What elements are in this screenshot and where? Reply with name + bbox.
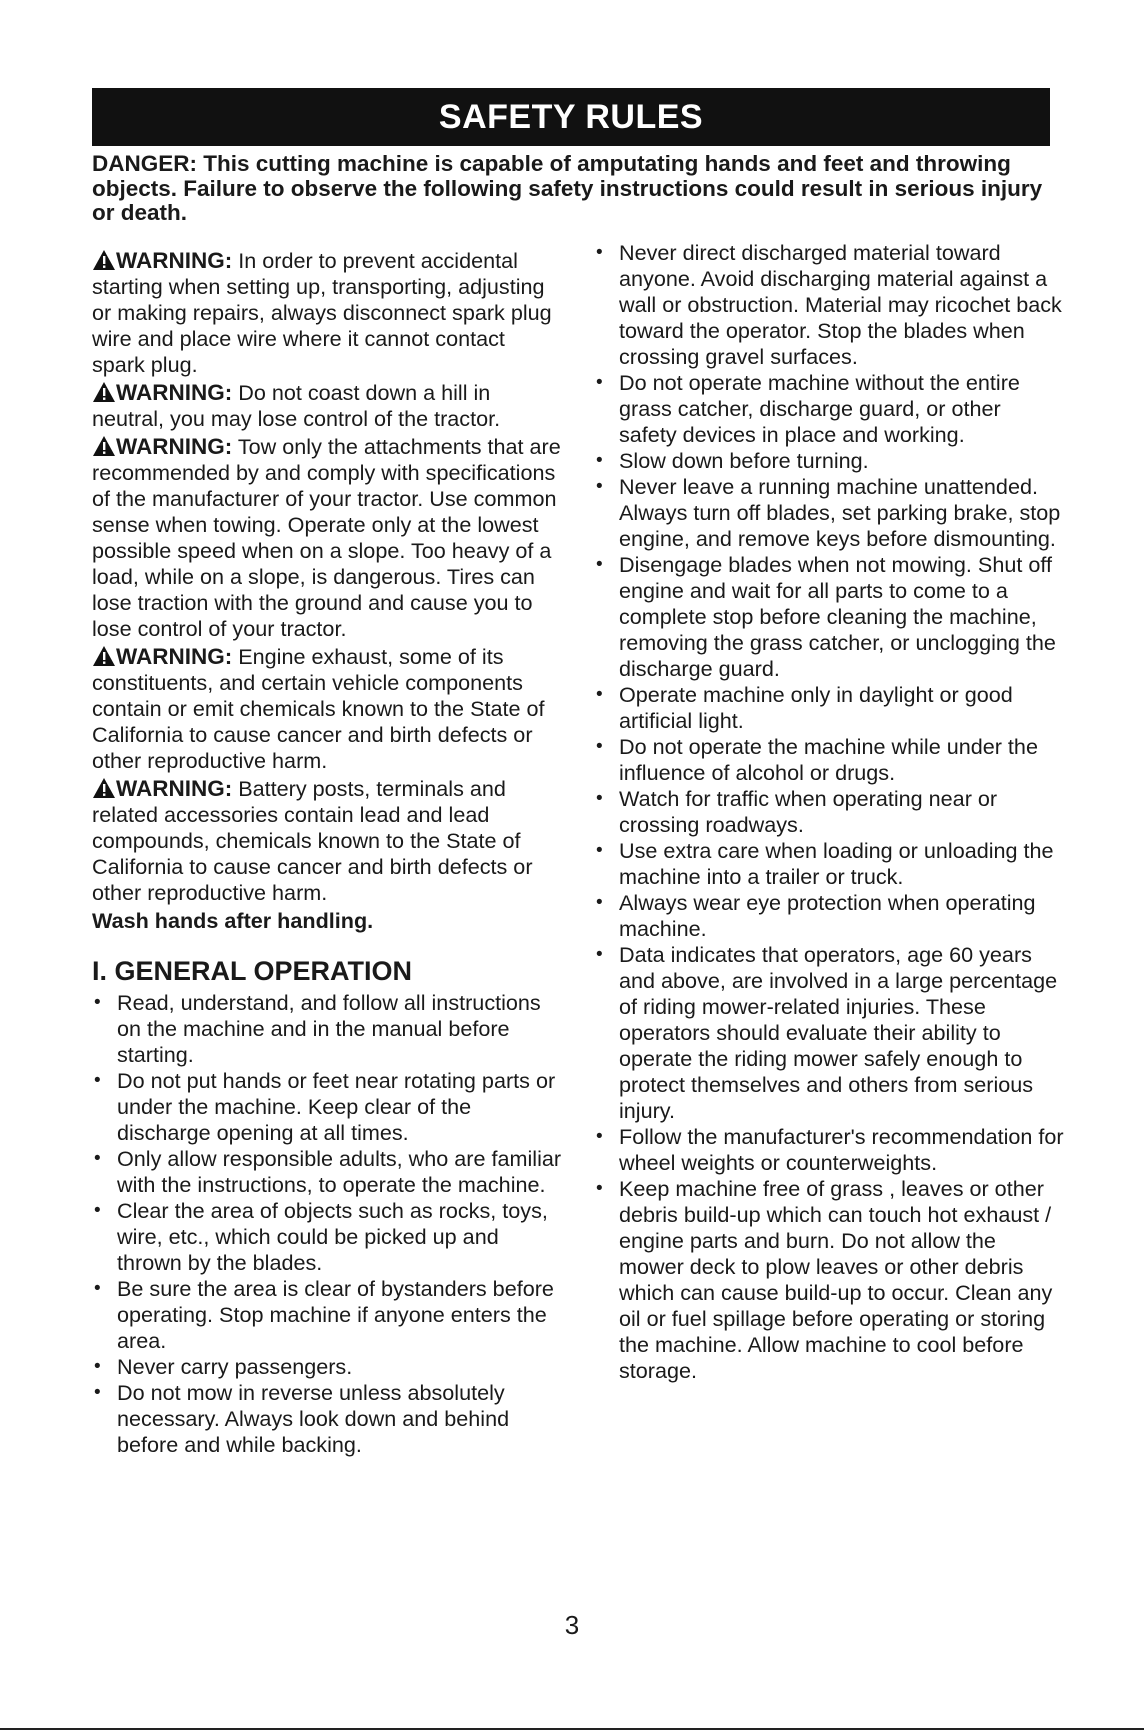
list-item <box>594 890 1064 942</box>
warning-3 <box>92 434 562 642</box>
bullet-icon: • <box>94 1070 101 1091</box>
list-item-text: Never leave a running machine unattended. Always turn off blades, set parking brake, stop engine, and remove keys before dismounting. <box>619 474 1061 551</box>
wash-hands-note: Wash hands after handling. <box>92 908 374 933</box>
list-item-text: Clear the area of objects such as rocks, toys, wire, etc., which could be picked up and thrown by the blades. <box>117 1198 548 1275</box>
page-number: 3 <box>564 1610 580 1640</box>
warning-triangle-icon <box>92 645 116 667</box>
list-item-text: Slow down before turning. <box>619 448 869 473</box>
bullet-icon: • <box>596 840 603 861</box>
warning-5 <box>92 776 562 906</box>
list-item-text: Do not mow in reverse unless absolutely necessary. Always look down and behind before and while backing. <box>117 1380 510 1457</box>
bullet-icon: • <box>94 992 101 1013</box>
list-item <box>594 682 1064 734</box>
list-item <box>594 786 1064 838</box>
warning-1 <box>92 248 562 378</box>
list-item-text: Always wear eye protection when operating machine. <box>619 890 1036 941</box>
left-bullet-list <box>92 990 562 1458</box>
list-item <box>594 474 1064 552</box>
list-item-text: Follow the manufacturer's recommendation for wheel weights or counterweights. <box>619 1124 1064 1175</box>
safety-rules-banner <box>92 88 1050 146</box>
bullet-icon: • <box>94 1382 101 1403</box>
list-item-text: Read, understand, and follow all instructions on the machine and in the manual before starting. <box>117 990 541 1067</box>
bullet-icon: • <box>596 1126 603 1147</box>
warning-label: WARNING: <box>116 380 233 405</box>
list-item <box>594 448 1064 474</box>
list-item <box>92 1276 562 1354</box>
bullet-icon: • <box>94 1148 101 1169</box>
bullet-icon: • <box>596 1178 603 1199</box>
list-item-text: Watch for traffic when operating near or crossing roadways. <box>619 786 998 837</box>
bullet-icon: • <box>596 372 603 393</box>
right-bullet-list <box>594 240 1064 1384</box>
list-item-text: Keep machine free of grass , leaves or other debris build-up which can touch hot exhaust / engine parts and burn. Do not allow the mower deck to plow leaves or other debris which can cause build-up to occur. Clean any oil or fuel spillage before operating or storing the machine. Allow machine to cool before storage. <box>619 1176 1053 1383</box>
list-item <box>92 1146 562 1198</box>
section-heading: I. GENERAL OPERATION <box>92 956 413 986</box>
warning-text: Engine exhaust, some of its constituents, and certain vehicle components contain or emit chemicals known to the State of California to cause cancer and birth defects or other reproductive harm. <box>92 644 545 773</box>
warning-text: In order to prevent accidental starting when setting up, transporting, adjusting or making repairs, always disconnect spark plug wire and place wire where it cannot contact spark plug. <box>92 248 552 377</box>
list-item <box>594 942 1064 1124</box>
banner-title: SAFETY RULES <box>438 98 704 136</box>
warning-text: Do not coast down a hill in neutral, you may lose control of the tractor. <box>92 380 501 431</box>
warning-triangle-icon <box>92 777 116 799</box>
list-item <box>92 1380 562 1458</box>
warning-label: WARNING: <box>116 248 233 273</box>
list-item <box>594 552 1064 682</box>
list-item <box>594 240 1064 370</box>
list-item <box>594 370 1064 448</box>
bullet-icon: • <box>596 242 603 263</box>
list-item <box>594 838 1064 890</box>
warning-triangle-icon <box>92 249 116 271</box>
bullet-icon: • <box>596 944 603 965</box>
list-item-text: Do not operate the machine while under the influence of alcohol or drugs. <box>619 734 1038 785</box>
bullet-icon: • <box>94 1356 101 1377</box>
list-item-text: Never direct discharged material toward anyone. Avoid discharging material against a wall or obstruction. Material may ricochet back toward the operator. Stop the blades when crossing gravel surfaces. <box>619 240 1062 369</box>
danger-statement: DANGER: This cutting machine is capable of amputating hands and feet and throwing objects. Failure to observe the following safety instructions could result in serious injury or death. <box>92 151 1043 225</box>
warning-label: WARNING: <box>116 434 233 459</box>
list-item <box>92 1198 562 1276</box>
bullet-icon: • <box>94 1278 101 1299</box>
list-item-text: Only allow responsible adults, who are familiar with the instructions, to operate the machine. <box>117 1146 562 1197</box>
list-item-text: Do not put hands or feet near rotating parts or under the machine. Keep clear of the discharge opening at all times. <box>117 1068 556 1145</box>
warning-2 <box>92 380 562 432</box>
list-item <box>92 990 562 1068</box>
bullet-icon: • <box>596 892 603 913</box>
warning-triangle-icon <box>92 435 116 457</box>
warning-label: WARNING: <box>116 644 233 669</box>
warning-text: Battery posts, terminals and related accessories contain lead and lead compounds, chemicals known to the State of California to cause cancer and birth defects or other reproductive harm. <box>92 776 533 905</box>
bullet-icon: • <box>596 450 603 471</box>
list-item <box>92 1354 562 1380</box>
warning-4 <box>92 644 562 774</box>
list-item-text: Be sure the area is clear of bystanders before operating. Stop machine if anyone enters the area. <box>117 1276 554 1353</box>
bullet-icon: • <box>596 476 603 497</box>
bullet-icon: • <box>94 1200 101 1221</box>
left-column <box>92 248 562 1458</box>
list-item-text: Do not operate machine without the entire grass catcher, discharge guard, or other safety devices in place and working. <box>619 370 1020 447</box>
list-item <box>594 734 1064 786</box>
warning-triangle-icon <box>92 381 116 403</box>
list-item-text: Disengage blades when not mowing. Shut off engine and wait for all parts to come to a complete stop before cleaning the machine, removing the grass catcher, or unclogging the discharge guard. <box>619 552 1056 681</box>
bullet-icon: • <box>596 788 603 809</box>
list-item-text: Operate machine only in daylight or good artificial light. <box>619 682 1013 733</box>
bottom-rule <box>0 1728 1144 1730</box>
list-item <box>594 1124 1064 1176</box>
warning-text: Tow only the attachments that are recommended by and comply with specifications of the manufacturer of your tractor. Use common sense when towing. Operate only at the lowest possible speed when on a slope. Too heavy of a load, while on a slope, is dangerous. Tires can lose traction with the ground and cause you to lose control of your tractor. <box>92 434 561 641</box>
list-item <box>594 1176 1064 1384</box>
list-item-text: Use extra care when loading or unloading the machine into a trailer or truck. <box>619 838 1054 889</box>
list-item-text: Data indicates that operators, age 60 years and above, are involved in a large percentage of riding mower-related injuries. These operators should evaluate their ability to operate the riding mower safely enough to protect themselves and others from serious injury. <box>619 942 1058 1123</box>
right-column <box>594 240 1064 1384</box>
warning-label: WARNING: <box>116 776 233 801</box>
list-item-text: Never carry passengers. <box>117 1354 353 1379</box>
bullet-icon: • <box>596 554 603 575</box>
bullet-icon: • <box>596 736 603 757</box>
bullet-icon: • <box>596 684 603 705</box>
list-item <box>92 1068 562 1146</box>
